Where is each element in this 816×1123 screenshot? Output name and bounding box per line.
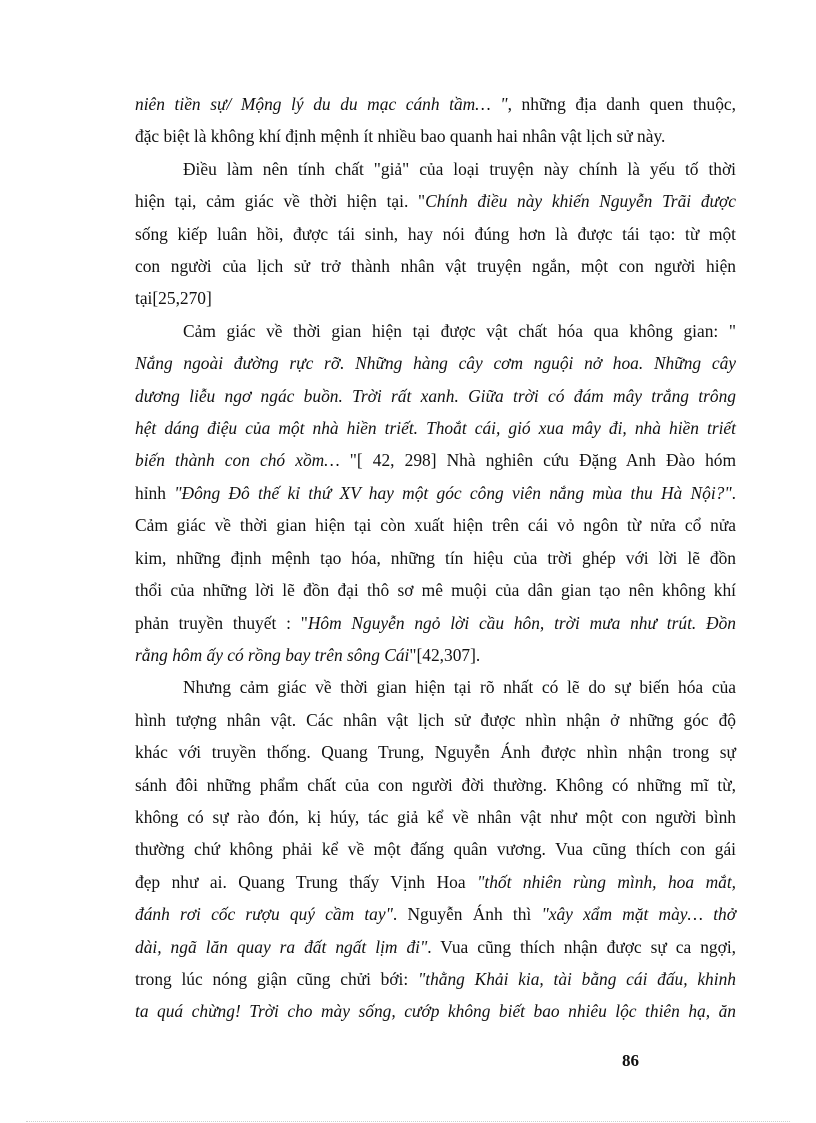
text-run: thổi của những lời lẽ đồn đại thô sơ mê muội của dân gian tạo nên không khí (135, 580, 736, 601)
text-run: dài, ngã lăn quay ra đất ngất lịm đi" (135, 936, 428, 957)
text-run: Nắng ngoài đường rực rỡ. Những hàng cây cơm nguội nở hoa. Những cây (135, 353, 736, 374)
paragraph-line (135, 704, 736, 736)
paragraph-line (135, 639, 736, 671)
paragraph-line (135, 866, 736, 898)
paragraph-line (135, 607, 736, 639)
paragraph-line (135, 542, 736, 574)
text-run: rằng hôm ấy có rồng bay trên sông Cái (135, 644, 410, 665)
text-run: Cảm giác về thời gian hiện tại được vật chất hóa qua không gian: " (183, 320, 736, 341)
paragraph-line (135, 477, 736, 509)
text-run: dương liễu ngơ ngác buồn. Trời rất xanh. Giữa trời có đám mây trắng trông (135, 385, 736, 406)
paragraph-line (135, 801, 736, 833)
text-run: sống kiếp luân hồi, được tái sinh, hay nói đúng hơn là được tái tạo: từ một (135, 223, 736, 244)
text-run: "[ 42, 298] Nhà nghiên cứu Đặng Anh Đào hóm (349, 450, 736, 471)
text-run: hỉnh (135, 482, 175, 503)
text-run: ta quá chừng! Trời cho mày sống, cướp không biết bao nhiêu lộc thiên hạ, ăn (135, 1001, 736, 1022)
paragraph-line (135, 995, 736, 1027)
paragraph-line (135, 833, 736, 865)
text-run: trong lúc nóng giận cũng chửi bới: (135, 968, 418, 989)
page-number: 86 (622, 1051, 639, 1070)
paragraph-line (135, 88, 736, 120)
paragraph-line (135, 218, 736, 250)
paragraph-line (135, 671, 736, 703)
text-run: "[42,307]. (409, 644, 481, 665)
text-run: "Đông Đô thế kỉ thứ XV hay một góc công viên nắng mùa thu Hà Nội?" (174, 482, 732, 503)
text-run: tại[25,270] (135, 288, 212, 309)
paragraph-line (135, 898, 736, 930)
text-run: sánh đôi những phẩm chất của con người đời thường. Không có những mĩ từ, (135, 774, 736, 795)
text-run: Nhưng cảm giác về thời gian hiện tại rõ nhất có lẽ do sự biến hóa của (183, 677, 736, 698)
text-run: kim, những định mệnh tạo hóa, những tín hiệu của trời ghép với lời lẽ đồn (135, 547, 736, 568)
text-run: , những địa danh quen thuộc, (507, 94, 736, 114)
paragraph-line (135, 574, 736, 606)
paragraph-line (135, 736, 736, 768)
paragraph-line (135, 120, 736, 152)
text-run: hình tượng nhân vật. Các nhân vật lịch sử được nhìn nhận ở những góc độ (135, 709, 736, 730)
text-run: . Nguyễn Ánh thì (392, 904, 542, 925)
paragraph-line (135, 347, 736, 379)
paragraph-line (135, 963, 736, 995)
document-body (135, 88, 736, 1028)
paragraph-line (135, 380, 736, 412)
text-run: hệt dáng điệu của một nhà hiền triết. Thoắt cái, gió xua mây đi, nhà hiền triết (135, 418, 736, 439)
paragraph-line (135, 315, 736, 347)
text-run: phản truyền thuyết : " (135, 612, 308, 633)
paragraph-line (135, 509, 736, 541)
text-run: thường chứ không phải kể về một đấng quân vương. Vua cũng thích con gái (135, 839, 736, 860)
paragraph-line (135, 282, 736, 314)
paragraph-line (135, 931, 736, 963)
text-run: Chính điều này khiến Nguyễn Trãi được (425, 191, 736, 212)
text-run: Cảm giác về thời gian hiện tại còn xuất hiện trên cái vỏ ngôn từ nửa cổ nửa (135, 515, 736, 536)
text-run: khác với truyền thống. Quang Trung, Nguyễn Ánh được nhìn nhận trong sự (135, 742, 736, 763)
paragraph-line (135, 412, 736, 444)
text-run: không có sự rào đón, kị húy, tác giả kể về nhân vật như một con người bình (135, 806, 736, 827)
paragraph-line (135, 769, 736, 801)
text-run: . (731, 482, 737, 503)
paragraph-line (135, 250, 736, 282)
text-run: niên tiền sự/ Mộng lý du du mạc cánh tầm… " (135, 94, 508, 114)
text-run: Điều làm nên tính chất "giả" của loại truyện này chính là yếu tố thời (183, 158, 736, 179)
paragraph-line (135, 444, 736, 476)
text-run: đánh rơi cốc rượu quý cầm tay" (135, 904, 393, 925)
text-run: biến thành con chó xồm… (135, 450, 350, 471)
text-run: đẹp như ai. Quang Trung thấy Vịnh Hoa (135, 871, 478, 892)
text-run: "thốt nhiên rùng mình, hoa mắt, (477, 871, 736, 892)
text-run: . Vua cũng thích nhận được sự ca ngợi, (427, 936, 736, 957)
text-run: con người của lịch sử trở thành nhân vật truyện ngắn, một con người hiện (135, 256, 736, 277)
text-run: "thằng Khải kia, tài bằng cái đấu, khinh (417, 968, 736, 989)
text-run: hiện tại, cảm giác về thời hiện tại. " (135, 191, 426, 212)
paragraph-line (135, 185, 736, 217)
paragraph-line (135, 153, 736, 185)
text-run: đặc biệt là không khí định mệnh ít nhiều bao quanh hai nhân vật lịch sử này. (135, 126, 666, 147)
page-bottom-rule (26, 1121, 790, 1122)
text-run: Hôm Nguyễn ngỏ lời cầu hôn, trời mưa như trút. Đồn (307, 612, 736, 633)
text-run: "xây xẩm mặt mày… thở (541, 904, 736, 925)
